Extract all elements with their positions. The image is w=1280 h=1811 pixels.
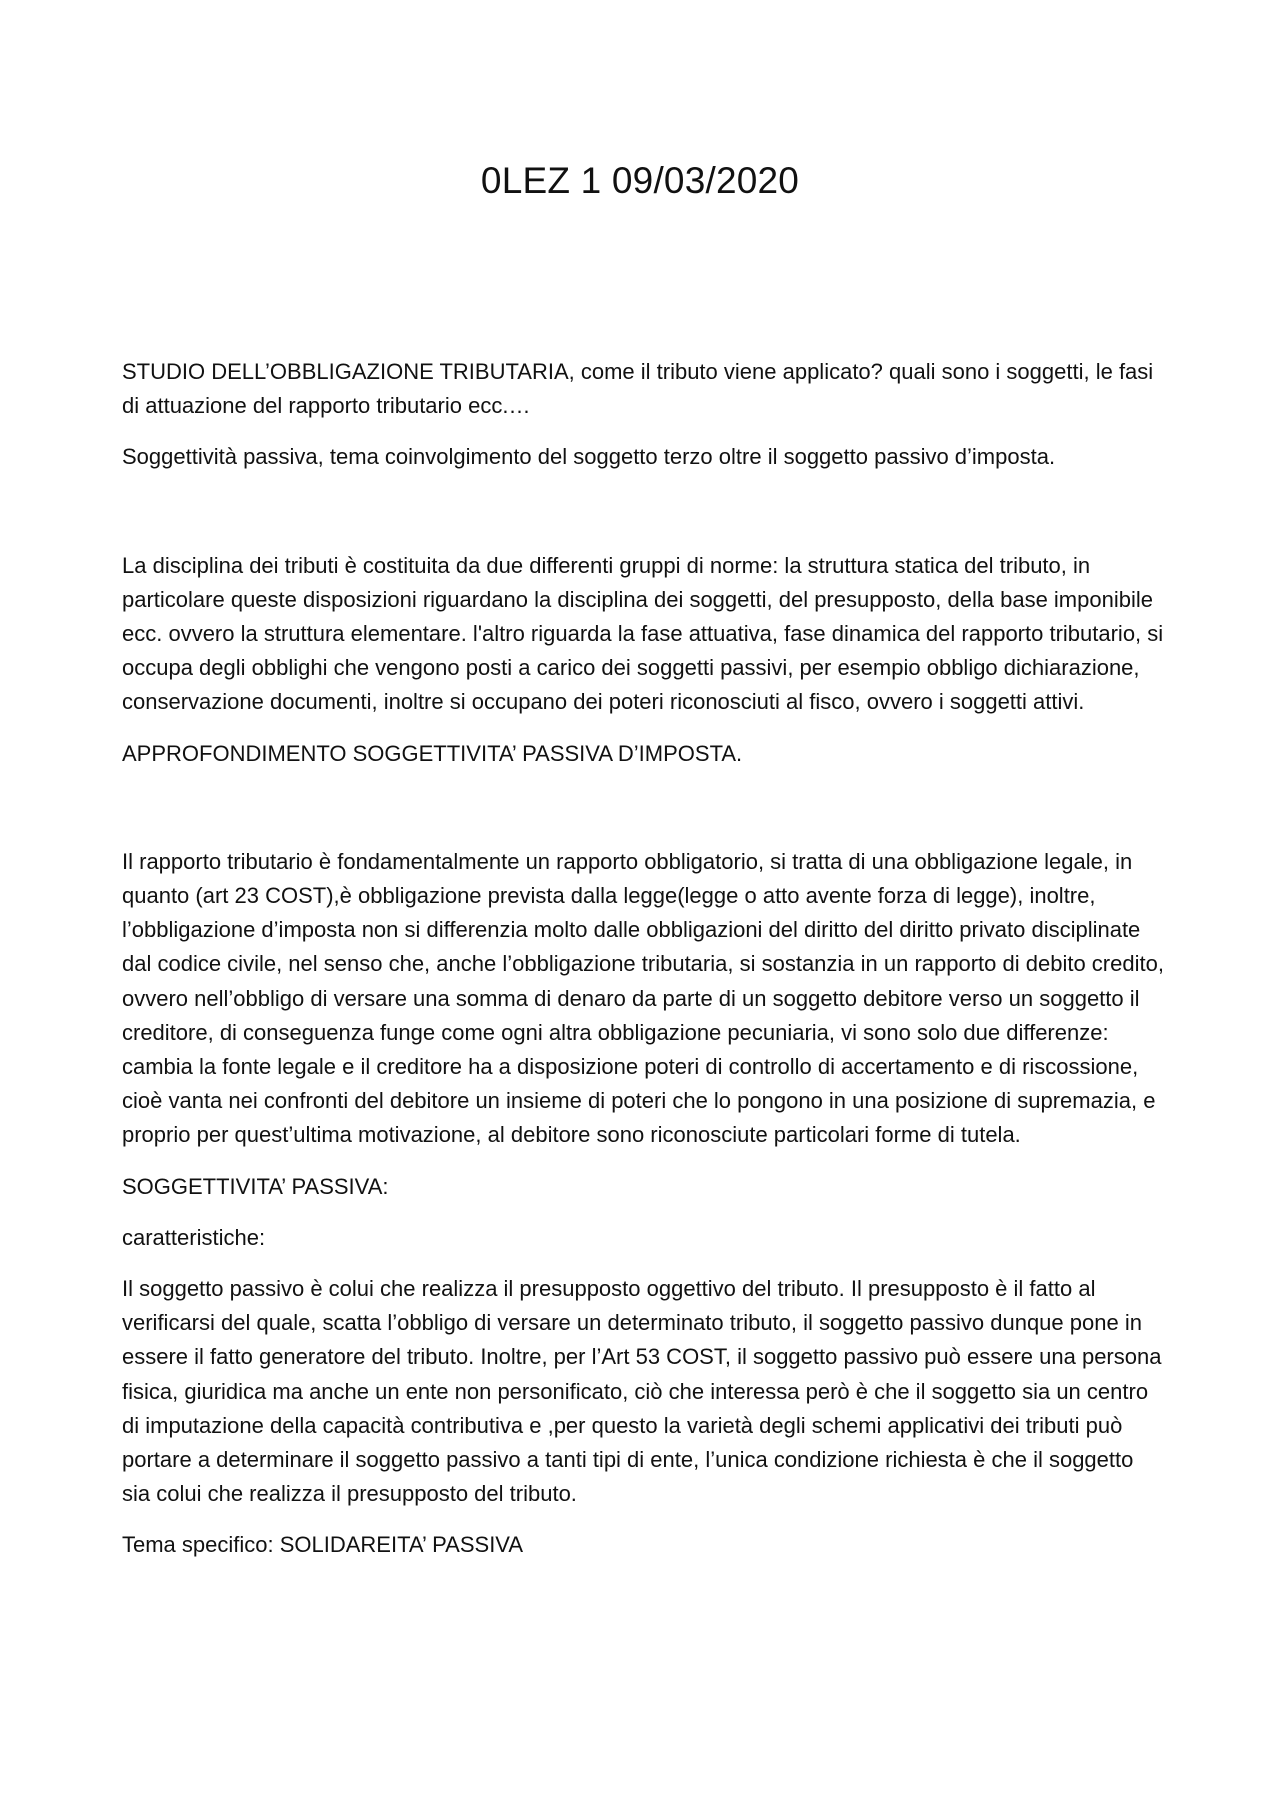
paragraph-disciplina: La disciplina dei tributi è costituita da due differenti gruppi di norme: la struttura statica del tributo, in particolare queste disposizioni riguardano la disciplina dei soggetti, del presupposto, della base imponibile ecc. ovvero la struttura elementare. l'altro riguarda la fase attuativa, fase dinamica del rapporto tributario, si occupa degli obblighi che vengono posti a carico dei soggetti passivi, per esempio obbligo dichiarazione, conservazione documenti, inoltre si occupano dei poteri riconosciuti al fisco, ovvero i soggetti attivi. — [122, 552, 1164, 715]
heading-caratteristiche: caratteristiche: — [122, 1224, 266, 1250]
document-title: 0LEZ 1 09/03/2020 — [480, 160, 800, 201]
paragraph-tema-specifico: Tema specifico: SOLIDAREITA’ PASSIVA — [122, 1532, 524, 1558]
paragraph-soggettivita: Soggettività passiva, tema coinvolgimento del soggetto terzo oltre il soggetto passivo d’imposta. — [122, 444, 1056, 470]
document-body — [122, 355, 1166, 1580]
heading-approfondimento: APPROFONDIMENTO SOGGETTIVITA’ PASSIVA D’IMPOSTA. — [122, 740, 743, 766]
paragraph-rapporto: Il rapporto tributario è fondamentalmente un rapporto obbligatorio, si tratta di una obbligazione legale, in quanto (art 23 COST),è obbligazione prevista dalla legge(legge o atto avente forza di legge), inoltre, l’obbligazione d’imposta non si differenzia molto dalle obbligazioni del diritto del diritto privato disciplinate dal codice civile, nel senso che, anche l’obbligazione tributaria, si sostanzia in un rapporto di debito credito, ovvero nell’obbligo di versare una somma di denaro da parte di un soggetto debitore verso un soggetto il creditore, di conseguenza funge come ogni altra obbligazione pecuniaria, vi sono solo due differenze: cambia la fonte legale e il creditore ha a disposizione poteri di controllo di accertamento e di riscossione, cioè vanta nei confronti del debitore un insieme di poteri che lo pongono in una posizione di supremazia, e proprio per quest’ultima motivazione, al debitore sono riconosciute particolari forme di tutela. — [122, 848, 1164, 1148]
paragraph-intro: STUDIO DELL’OBBLIGAZIONE TRIBUTARIA, come il tributo viene applicato? quali sono i soggetti, le fasi di attuazione del rapporto tributario ecc.… — [122, 359, 1154, 419]
paragraph-soggetto-passivo: Il soggetto passivo è colui che realizza il presupposto oggettivo del tributo. Il presupposto è il fatto al verificarsi del quale, scatta l’obbligo di versare un determinato tributo, il soggetto passivo dunque pone in essere il fatto generatore del tributo. Inoltre, per l’Art 53 COST, il soggetto passivo può essere una persona fisica, giuridica ma anche un ente non personificato, ciò che interessa però è che il soggetto sia un centro di imputazione della capacità contributiva e ,per questo la varietà degli schemi applicativi dei tributi può portare a determinare il soggetto passivo a tanti tipi di ente, l’unica condizione richiesta è che il soggetto sia colui che realizza il presupposto del tributo. — [122, 1276, 1162, 1507]
heading-soggettivita-passiva: SOGGETTIVITA’ PASSIVA: — [122, 1173, 389, 1199]
